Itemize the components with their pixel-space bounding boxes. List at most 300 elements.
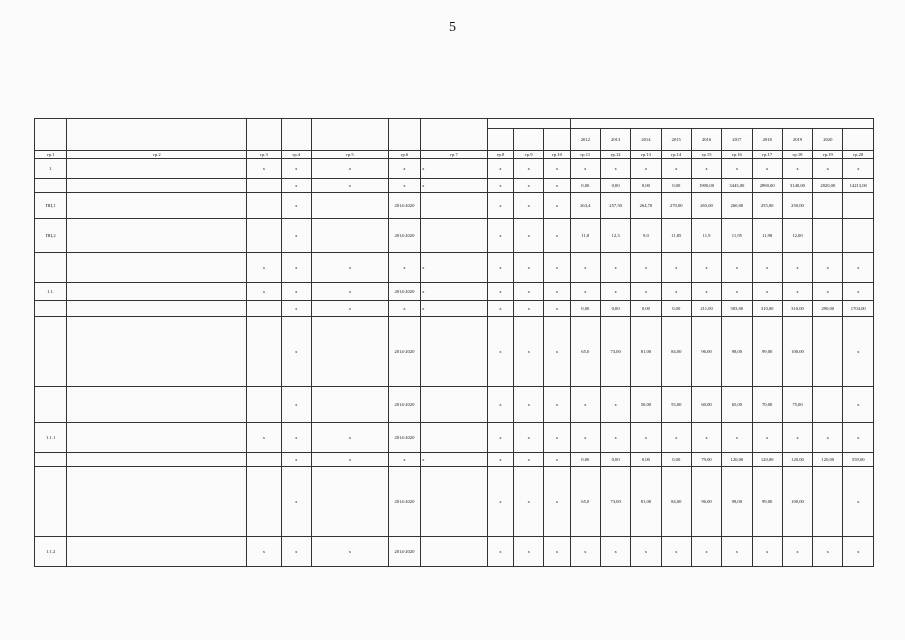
table-cell (311, 317, 388, 387)
table-cell: х (281, 423, 311, 453)
table-cell: х (544, 193, 570, 219)
table-cell: х (487, 159, 513, 179)
table-cell: ПЦ.1 (35, 193, 67, 219)
year-header: 2014 (631, 129, 661, 151)
table-cell: х (722, 423, 752, 453)
table-row (35, 467, 874, 537)
table-cell: х (570, 159, 600, 179)
table-cell: 1.1.1 (35, 423, 67, 453)
table-cell: х (782, 283, 812, 301)
table-cell: х (281, 301, 311, 317)
table-cell: х (722, 537, 752, 567)
table-cell: 310,00 (782, 301, 812, 317)
table-cell: х (487, 453, 513, 467)
header-cell (35, 119, 67, 151)
table-cell: х (388, 301, 420, 317)
table-cell: х (514, 387, 544, 423)
table-cell: х (752, 253, 782, 283)
table-row (35, 537, 874, 567)
column-number: гр.13 (631, 151, 661, 159)
table-cell (67, 193, 247, 219)
table-cell (813, 387, 843, 423)
table-cell: 270,00 (661, 193, 691, 219)
page-number: 5 (449, 20, 456, 35)
table-row (35, 283, 874, 301)
table-cell: х (544, 179, 570, 193)
table-cell (67, 253, 247, 283)
table-cell: х (247, 537, 281, 567)
table-cell (67, 467, 247, 537)
table-cell: 0,00 (661, 453, 691, 467)
table-cell: 265,00 (691, 193, 721, 219)
table-cell: х (421, 179, 488, 193)
table-cell: х (247, 283, 281, 301)
table-cell: х (600, 253, 630, 283)
column-number-row (35, 151, 874, 159)
table-cell (421, 219, 488, 253)
table-cell (311, 467, 388, 537)
table-cell: х (487, 537, 513, 567)
table-cell (421, 317, 488, 387)
table-cell: 255,00 (752, 193, 782, 219)
table-cell: 1. (35, 159, 67, 179)
table-cell: х (544, 467, 570, 537)
table-cell: х (281, 453, 311, 467)
table-cell: 2014-2020 (388, 423, 420, 453)
column-number: гр.12 (600, 151, 630, 159)
table-cell: 583,00 (722, 301, 752, 317)
table-cell: х (281, 193, 311, 219)
column-number: гр.17 (752, 151, 782, 159)
table-cell: 60,00 (691, 387, 721, 423)
table-cell: х (281, 467, 311, 537)
table-cell: х (631, 537, 661, 567)
year-header: 2017 (722, 129, 752, 151)
table-cell: 0,00 (570, 453, 600, 467)
table-cell (421, 387, 488, 423)
table-cell: 211,00 (691, 301, 721, 317)
table-cell: х (514, 453, 544, 467)
table-cell: 0,00 (570, 301, 600, 317)
table-cell: х (544, 253, 570, 283)
table-cell: 65,0 (570, 317, 600, 387)
year-header: 2019 (782, 129, 812, 151)
table-cell: х (514, 159, 544, 179)
table-cell: х (661, 253, 691, 283)
table-cell: х (514, 193, 544, 219)
table-cell: х (691, 537, 721, 567)
table-row (35, 193, 874, 219)
table-cell: х (661, 283, 691, 301)
table-cell: х (281, 537, 311, 567)
table-row (35, 301, 874, 317)
table-cell: 263,4 (570, 193, 600, 219)
table-cell: 2014-2020 (388, 283, 420, 301)
table-cell: 0,00 (661, 179, 691, 193)
table-cell: х (514, 253, 544, 283)
table-cell: х (570, 283, 600, 301)
table-cell: х (421, 253, 488, 283)
table-cell: 250,00 (782, 193, 812, 219)
table-cell: 79,00 (691, 453, 721, 467)
table-cell (67, 301, 247, 317)
table-cell: х (311, 453, 388, 467)
column-number: гр.6 (388, 151, 420, 159)
table-cell: 120,00 (782, 453, 812, 467)
table-row (35, 253, 874, 283)
table-cell (813, 219, 843, 253)
table-cell: 1.1.2 (35, 537, 67, 567)
table-cell: х (487, 219, 513, 253)
table-cell: х (487, 253, 513, 283)
table-cell (67, 283, 247, 301)
table-cell: х (311, 537, 388, 567)
table-cell: х (311, 283, 388, 301)
column-number: гр.4 (281, 151, 311, 159)
header-cell (247, 119, 281, 151)
table-row (35, 159, 874, 179)
table-cell: 84,00 (661, 317, 691, 387)
table-cell: 1704,00 (843, 301, 874, 317)
table-cell: х (813, 537, 843, 567)
table-cell: х (631, 423, 661, 453)
table-cell (67, 179, 247, 193)
table-cell: х (487, 179, 513, 193)
table-cell: х (631, 253, 661, 283)
table-cell (311, 387, 388, 423)
table-cell: х (544, 317, 570, 387)
table-cell: х (421, 283, 488, 301)
column-number: гр.18 (782, 151, 812, 159)
table-cell (247, 301, 281, 317)
table-cell: х (311, 253, 388, 283)
table-cell: х (544, 219, 570, 253)
table-cell: х (514, 317, 544, 387)
table-cell: х (514, 283, 544, 301)
table-cell: х (570, 253, 600, 283)
table-cell (247, 387, 281, 423)
table-cell: 310,00 (752, 301, 782, 317)
table-row (35, 453, 874, 467)
table-cell (35, 253, 67, 283)
table-cell: 2014-2020 (388, 467, 420, 537)
table-cell: 84,00 (661, 467, 691, 537)
table-cell: х (487, 193, 513, 219)
table-cell: х (631, 159, 661, 179)
table-cell: х (388, 453, 420, 467)
table-cell: х (600, 283, 630, 301)
header-cell (311, 119, 388, 151)
year-header: 2018 (752, 129, 782, 151)
table-cell (35, 387, 67, 423)
table-cell: х (600, 387, 630, 423)
table-cell (247, 219, 281, 253)
table-cell: 73,00 (600, 317, 630, 387)
table-cell: 260,00 (722, 193, 752, 219)
table-cell: х (487, 387, 513, 423)
table-cell: 3140,00 (782, 179, 812, 193)
table-cell: х (247, 423, 281, 453)
table-cell: 11,9 (691, 219, 721, 253)
table-cell: х (752, 537, 782, 567)
table-cell: 99,00 (752, 317, 782, 387)
table-cell (813, 467, 843, 537)
table-cell: х (311, 301, 388, 317)
year-header: 2015 (661, 129, 691, 151)
header-cell (281, 119, 311, 151)
table-cell: х (813, 253, 843, 283)
table-cell: 559,00 (843, 453, 874, 467)
table-cell: 12,3 (600, 219, 630, 253)
table-cell: 100,00 (782, 317, 812, 387)
table-cell (247, 453, 281, 467)
table-row (35, 179, 874, 193)
table-cell: х (691, 159, 721, 179)
table-cell: 9,0 (631, 219, 661, 253)
year-header: 2012 (570, 129, 600, 151)
table-cell: х (544, 453, 570, 467)
table-cell (35, 301, 67, 317)
column-number: гр.2 (67, 151, 247, 159)
table-cell: х (281, 253, 311, 283)
table-cell: 264,70 (631, 193, 661, 219)
table-cell (67, 317, 247, 387)
table-cell: х (544, 159, 570, 179)
table-cell (247, 179, 281, 193)
table-cell: х (813, 283, 843, 301)
table-cell: х (544, 387, 570, 423)
table-cell: 2014-2020 (388, 537, 420, 567)
table-cell: х (514, 219, 544, 253)
table-cell (35, 467, 67, 537)
table-cell (813, 317, 843, 387)
program-table (34, 118, 874, 567)
header-cell (514, 129, 544, 151)
table-cell: х (514, 179, 544, 193)
table-cell: 0,00 (631, 301, 661, 317)
table-cell: 0,00 (631, 179, 661, 193)
table-cell: 120,00 (752, 453, 782, 467)
table-row (35, 423, 874, 453)
table-cell (67, 537, 247, 567)
table-cell: х (388, 159, 420, 179)
table-cell: х (388, 179, 420, 193)
table-cell: 100,00 (782, 467, 812, 537)
column-number: гр.19 (813, 151, 843, 159)
header-row-1 (35, 119, 874, 129)
table-cell: 70,00 (752, 387, 782, 423)
header-cell (388, 119, 420, 151)
table-cell: 11,95 (722, 219, 752, 253)
table-cell: х (691, 283, 721, 301)
table-cell: х (281, 283, 311, 301)
table-cell (421, 537, 488, 567)
table-cell: 2014-2020 (388, 387, 420, 423)
table-cell: 55,00 (661, 387, 691, 423)
table-cell: 11,98 (752, 219, 782, 253)
table-cell: 98,00 (722, 467, 752, 537)
table-cell (421, 423, 488, 453)
column-number: гр.10 (544, 151, 570, 159)
table-cell: х (722, 253, 752, 283)
table-cell: 2820,00 (813, 179, 843, 193)
table-cell: х (421, 159, 488, 179)
year-header: 2016 (691, 129, 721, 151)
table-row (35, 387, 874, 423)
table-cell (35, 317, 67, 387)
table-cell: х (421, 301, 488, 317)
column-number: гр.14 (661, 151, 691, 159)
table-cell: 12,00 (782, 219, 812, 253)
table-cell: х (843, 283, 874, 301)
table-cell: х (311, 179, 388, 193)
table-cell: х (544, 301, 570, 317)
header-cell (487, 119, 570, 129)
table-cell (247, 193, 281, 219)
table-cell: х (752, 159, 782, 179)
table-cell (67, 387, 247, 423)
table-cell: 3443,00 (722, 179, 752, 193)
table-cell: х (843, 159, 874, 179)
column-number: гр.20 (843, 151, 874, 159)
table-cell: х (487, 467, 513, 537)
table-cell: х (487, 283, 513, 301)
column-number: гр.8 (487, 151, 513, 159)
table-cell: 2890,00 (752, 179, 782, 193)
table-cell (247, 317, 281, 387)
table-cell: 96,00 (691, 467, 721, 537)
table-cell: х (281, 387, 311, 423)
table-cell: 1900,00 (691, 179, 721, 193)
table-cell: 65,00 (722, 387, 752, 423)
table-cell: 73,00 (600, 467, 630, 537)
table-cell (311, 193, 388, 219)
table-cell: х (600, 537, 630, 567)
header-cell (421, 119, 488, 151)
table-cell: х (843, 423, 874, 453)
table-cell: х (487, 301, 513, 317)
table-cell: х (247, 159, 281, 179)
table-cell: 1.1. (35, 283, 67, 301)
table-cell (311, 219, 388, 253)
table-cell: 81,00 (631, 317, 661, 387)
table-cell: х (722, 159, 752, 179)
table-cell: 81,00 (631, 467, 661, 537)
table-cell: х (813, 159, 843, 179)
table-cell: х (600, 423, 630, 453)
table-cell: 11,8 (570, 219, 600, 253)
table-cell: 0,00 (661, 301, 691, 317)
header-cell (843, 129, 874, 151)
table-row (35, 317, 874, 387)
table-cell: 2014-2020 (388, 219, 420, 253)
table-cell: 0,00 (570, 179, 600, 193)
table-cell (67, 219, 247, 253)
table-cell: х (843, 253, 874, 283)
table-cell (35, 179, 67, 193)
table-cell: х (514, 301, 544, 317)
table-cell: х (570, 423, 600, 453)
table-cell: х (843, 317, 874, 387)
table-cell: х (843, 467, 874, 537)
table-cell: х (631, 283, 661, 301)
table-cell: х (661, 423, 691, 453)
table-cell: х (247, 253, 281, 283)
table-cell: х (722, 283, 752, 301)
table-cell: х (691, 253, 721, 283)
table-cell: х (661, 537, 691, 567)
table-cell: х (782, 159, 812, 179)
table-cell: х (281, 159, 311, 179)
table-cell: 0,00 (600, 179, 630, 193)
table-cell: ПЦ.2 (35, 219, 67, 253)
table-cell: х (843, 387, 874, 423)
table-cell: 257,50 (600, 193, 630, 219)
table-cell: х (691, 423, 721, 453)
table-cell: 14213,00 (843, 179, 874, 193)
column-number: гр.7 (421, 151, 488, 159)
column-number: гр.11 (570, 151, 600, 159)
table-cell: 99,00 (752, 467, 782, 537)
table-cell: х (281, 317, 311, 387)
table-cell: 65,0 (570, 467, 600, 537)
table-cell: х (570, 387, 600, 423)
table-cell (421, 467, 488, 537)
table-cell: х (421, 453, 488, 467)
table-cell: х (752, 423, 782, 453)
table-cell: х (544, 283, 570, 301)
year-header: 2020 (813, 129, 843, 151)
header-cell (487, 129, 513, 151)
table-cell (67, 453, 247, 467)
table-cell: х (311, 423, 388, 453)
table-cell: х (782, 537, 812, 567)
column-number: гр.1 (35, 151, 67, 159)
column-number: гр.5 (311, 151, 388, 159)
table-cell: х (544, 537, 570, 567)
table-cell: 120,00 (813, 453, 843, 467)
table-cell: 2014-2020 (388, 193, 420, 219)
table-cell (67, 423, 247, 453)
header-cell (67, 119, 247, 151)
table-cell: х (661, 159, 691, 179)
header-cell (544, 129, 570, 151)
table-cell: х (311, 159, 388, 179)
table-cell: х (388, 253, 420, 283)
table-cell (35, 453, 67, 467)
table-cell: 0,00 (600, 301, 630, 317)
table-cell: х (281, 219, 311, 253)
table-cell (813, 193, 843, 219)
table-cell: 120,00 (722, 453, 752, 467)
table-cell: 0,00 (600, 453, 630, 467)
table-cell (247, 467, 281, 537)
table-cell: 0,00 (631, 453, 661, 467)
table-cell: х (782, 423, 812, 453)
header-cell (570, 119, 873, 129)
table-cell: х (487, 423, 513, 453)
column-number: гр.3 (247, 151, 281, 159)
table-cell (67, 159, 247, 179)
table-cell: 11,85 (661, 219, 691, 253)
table-cell: 98,00 (722, 317, 752, 387)
table-cell (421, 193, 488, 219)
table-cell: х (514, 467, 544, 537)
table-cell: 2014-2020 (388, 317, 420, 387)
table-cell: х (487, 317, 513, 387)
table-cell: х (782, 253, 812, 283)
column-number: гр.16 (722, 151, 752, 159)
